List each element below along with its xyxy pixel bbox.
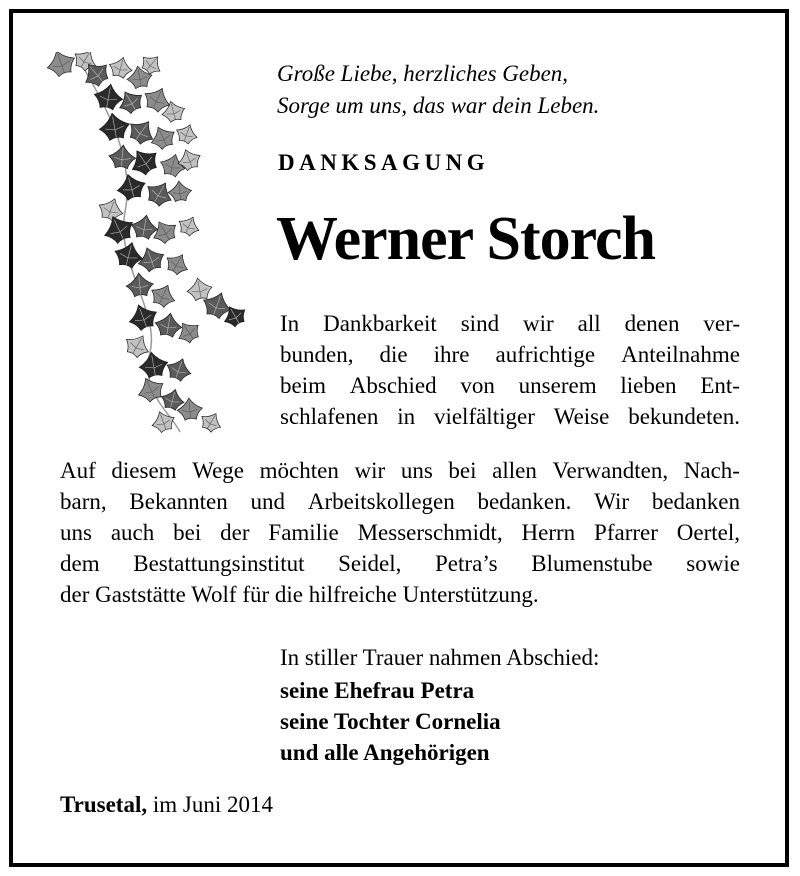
word: bei: [173, 520, 202, 545]
paragraph-line: [280, 339, 740, 370]
ivy-leaf-icon: [164, 355, 195, 384]
ivy-leaf-icon: [108, 144, 137, 170]
word: Nach-: [683, 458, 740, 483]
word: bei: [448, 458, 477, 483]
word: der Gaststätte Wolf für die hilfreiche Unterstützung.: [60, 582, 539, 607]
ivy-leaf-icon: [133, 373, 167, 405]
word: bunden,: [280, 342, 354, 367]
date: im Juni 2014: [147, 792, 273, 817]
word: der: [220, 520, 250, 545]
word: Seidel,: [338, 551, 402, 576]
word: Wir: [594, 489, 630, 514]
word: in: [397, 404, 416, 429]
ivy-leaf-icon: [114, 171, 148, 202]
ivy-leaf-icon: [96, 195, 127, 224]
word: bedanken.: [477, 489, 572, 514]
paragraph-line: [60, 517, 740, 548]
word: Ent-: [700, 373, 740, 398]
ivy-leaves-icon: [40, 52, 250, 437]
ivy-leaf-icon: [92, 82, 125, 111]
verse-line-1: Große Liebe, herzliches Geben,: [277, 61, 569, 86]
word: denen: [624, 311, 680, 336]
word: Arbeitskollegen: [307, 489, 455, 514]
ivy-leaf-icon: [162, 249, 192, 278]
word: beim: [280, 373, 326, 398]
memorial-verse: [277, 58, 599, 122]
word: die: [379, 342, 408, 367]
paragraph-line: [60, 579, 740, 610]
word: diesem: [111, 458, 177, 483]
mourners-list: [280, 675, 501, 768]
paragraph-line: [60, 455, 740, 486]
word: wir: [354, 458, 386, 483]
notice-heading: DANKSAGUNG: [278, 150, 490, 175]
word: schlafenen: [280, 404, 379, 429]
word: sowie: [686, 551, 740, 576]
word: auch: [110, 520, 155, 545]
ivy-leaf-icon: [197, 408, 225, 435]
verse-line-2: Sorge um uns, das war dein Leben.: [277, 93, 600, 118]
paragraph-line: [280, 370, 740, 401]
paragraph-line: [280, 401, 740, 432]
word: uns: [60, 520, 92, 545]
word: Oertel,: [676, 520, 740, 545]
ivy-leaf-icon: [185, 276, 214, 302]
paragraph-line: [60, 486, 740, 517]
mourner-line: seine Tochter Cornelia: [280, 709, 501, 734]
ivy-leaf-icon: [97, 111, 132, 142]
word: Blumenstube: [531, 551, 653, 576]
ivy-leaf-icon: [167, 180, 192, 202]
word: Abschied: [349, 373, 437, 398]
ivy-leaf-icon: [173, 317, 204, 347]
mourning-intro: In stiller Trauer nahmen Abschied:: [280, 645, 600, 670]
word: allen: [492, 458, 537, 483]
gratitude-paragraph: [280, 308, 740, 432]
paragraph-line: [280, 308, 740, 339]
word: vielfältiger: [433, 404, 535, 429]
word: Auf: [60, 458, 96, 483]
place-date: [60, 792, 273, 818]
word: und: [250, 489, 286, 514]
word: Weise: [553, 404, 610, 429]
word: bedanken: [651, 489, 740, 514]
ivy-leaf-icon: [153, 311, 184, 339]
word: Herrn: [521, 520, 576, 545]
word: lieben: [620, 373, 677, 398]
word: Anteilnahme: [621, 342, 740, 367]
word: unserem: [518, 373, 597, 398]
mourner-line: seine Ehefrau Petra: [280, 678, 475, 703]
word: von: [460, 373, 495, 398]
word: bekundeten.: [628, 404, 740, 429]
word: ihre: [433, 342, 470, 367]
word: Bestattungsinstitut: [133, 551, 305, 576]
thanks-paragraph: [60, 455, 740, 610]
word: Dankbarkeit: [323, 311, 437, 336]
word: barn,: [60, 489, 107, 514]
ivy-leaf-icon: [125, 272, 154, 298]
place: Trusetal,: [60, 792, 148, 817]
word: Pfarrer: [594, 520, 658, 545]
word: Wege: [192, 458, 245, 483]
word: ver-: [703, 311, 740, 336]
word: aufrichtige: [495, 342, 596, 367]
word: Messerschmidt,: [357, 520, 503, 545]
deceased-name: Werner Storch: [276, 205, 656, 273]
paragraph-line: [60, 548, 740, 579]
word: sind: [460, 311, 500, 336]
word: Bekannten: [129, 489, 228, 514]
ivy-leaf-icon: [43, 52, 79, 79]
ivy-leaf-icon: [175, 213, 202, 239]
ivy-leaf-icon: [107, 54, 135, 80]
word: wir: [523, 311, 554, 336]
ivy-leaf-icon: [125, 300, 161, 333]
ivy-leaf-icon: [174, 121, 201, 146]
word: dem: [60, 551, 100, 576]
word: uns: [400, 458, 433, 483]
word: Petra’s: [435, 551, 498, 576]
word: In: [280, 311, 300, 336]
ivy-leaf-icon: [112, 239, 146, 270]
word: Familie: [268, 520, 339, 545]
mourner-line: und alle Angehörigen: [280, 740, 490, 765]
ivy-leaf-icon: [137, 350, 170, 379]
word: möchten: [259, 458, 339, 483]
word: all: [577, 311, 601, 336]
word: Verwandten,: [552, 458, 669, 483]
